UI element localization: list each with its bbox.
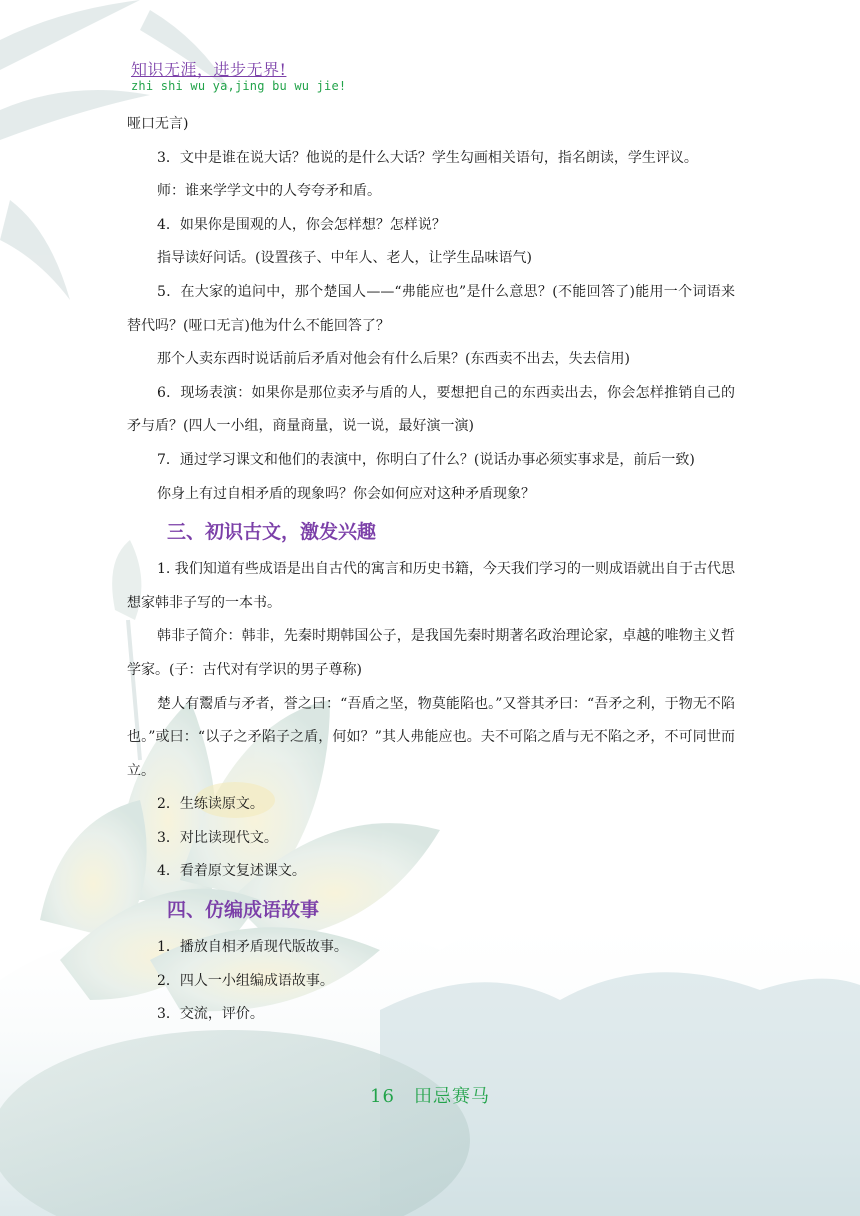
header-motto-pinyin: zhi shi wu ya,jing bu wu jie! [131, 79, 347, 93]
paragraph: 5．在大家的追问中，那个楚国人——“弗能应也”是什么意思？(不能回答了)能用一个词语来替代吗？(哑口无言)他为什么不能回答了？ [127, 283, 735, 334]
paragraph: 7．通过学习课文和他们的表演中，你明白了什么？(说话办事必须实事求是，前后一致) [157, 451, 695, 468]
section-heading: 四、仿编成语故事 [167, 899, 320, 922]
paragraph: 指导读好问话。(设置孩子、中年人、老人，让学生品味语气) [157, 250, 532, 267]
next-lesson-title: 16 田忌赛马 [370, 1086, 490, 1107]
paragraph: 那个人卖东西时说话前后矛盾对他会有什么后果？(东西卖不出去，失去信用) [157, 351, 630, 368]
section-heading: 三、初识古文，激发兴趣 [167, 521, 377, 544]
classical-text-paragraph: 楚人有鬻盾与矛者，誉之曰：“吾盾之坚，物莫能陷也。”又誉其矛曰：“吾矛之利，于物无不陷也。”或曰：“以子之矛陷子之盾，何如？”其人弗能应也。夫不可陷之盾与无不陷之矛，不可同世而立。 [127, 695, 735, 779]
paragraph: 4．看着原文复述课文。 [157, 863, 306, 880]
paragraph: 1．播放自相矛盾现代版故事。 [157, 939, 348, 956]
paragraph: 哑口无言) [127, 116, 189, 132]
header-motto: 知识无涯，进步无界! [131, 60, 287, 79]
paragraph: 4．如果你是围观的人，你会怎样想？怎样说？ [157, 216, 446, 233]
paragraph: 师：谁来学学文中的人夸夸矛和盾。 [157, 183, 381, 200]
paragraph: 韩非子简介：韩非，先秦时期韩国公子，是我国先秦时期著名政治理论家，卓越的唯物主义哲学家。(子：古代对有学识的男子尊称) [127, 628, 735, 678]
paragraph: 3．对比读现代文。 [157, 829, 278, 846]
paragraph: 6．现场表演：如果你是那位卖矛与盾的人，要想把自己的东西卖出去，你会怎样推销自己的矛与盾？(四人一小组，商量商量，说一说，最好演一演) [127, 384, 735, 435]
lesson-content [127, 108, 735, 1032]
paragraph: 你身上有过自相矛盾的现象吗？你会如何应对这种矛盾现象？ [157, 485, 535, 502]
paragraph: 3．文中是谁在说大话？他说的是什么大话？学生勾画相关语句，指名朗读，学生评议。 [157, 149, 698, 166]
paragraph: 2．四人一小组编成语故事。 [157, 972, 334, 989]
paragraph: 3．交流，评价。 [157, 1006, 264, 1023]
paragraph: 2．生练读原文。 [157, 796, 264, 813]
paragraph: 1. 我们知道有些成语是出自古代的寓言和历史书籍，今天我们学习的一则成语就出自于古代思想家韩非子写的一本书。 [127, 561, 735, 611]
